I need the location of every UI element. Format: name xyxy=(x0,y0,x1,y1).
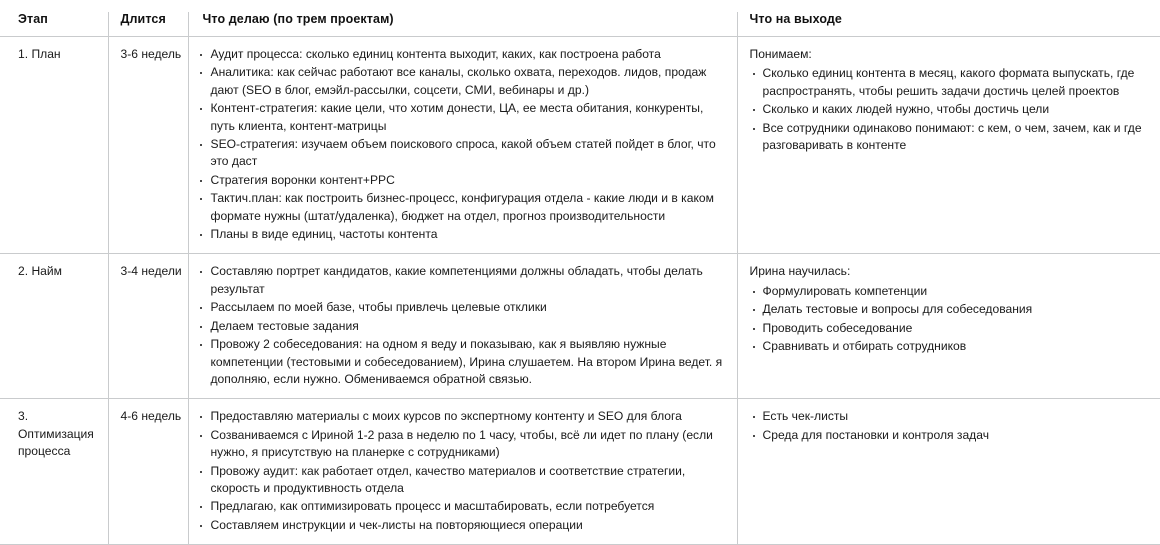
list-item: Провожу 2 собеседования: на одном я веду и показываю, как я выявляю нужные компетенции (тестовыми и собеседованием), Ирина слушаетем. На втором Ирина ведет. я дополняю, если нужно. Обмениваемся обратной связью. xyxy=(197,336,727,388)
list-item: Проводить собеседование xyxy=(750,320,1149,337)
list-item: Составляем инструкции и чек-листы на повторяющиеся операции xyxy=(197,517,727,534)
cell-duration: 3-6 недель xyxy=(108,37,188,254)
column-header-duration: Длится xyxy=(108,12,188,37)
column-header-outcome: Что на выходе xyxy=(737,12,1160,37)
column-header-stage: Этап xyxy=(0,12,108,37)
outcome-lead: Понимаем: xyxy=(749,47,812,61)
list-item: SEO-стратегия: изучаем объем поискового спроса, какой объем статей пойдет в блог, что это даст xyxy=(197,136,727,171)
cell-stage: 3. Оптимизация процесса xyxy=(0,399,108,545)
table-sheet xyxy=(0,12,1160,532)
list-item: Все сотрудники одинаково понимают: с кем, о чем, зачем, как и где разговаривать в контенте xyxy=(750,120,1149,155)
list-item: Сколько единиц контента в месяц, какого формата выпускать, где распространять, чтобы решить задачи достичь целей проектов xyxy=(750,65,1149,100)
list-item: Предоставляю материалы с моих курсов по экспертному контенту и SEO для блога xyxy=(197,408,727,425)
cell-stage: 2. Найм xyxy=(0,254,108,399)
table-body xyxy=(0,37,1160,545)
list-item: Контент-стратегия: какие цели, что хотим донести, ЦА, ее места обитания, конкуренты, путь клиента, контент-матрицы xyxy=(197,100,727,135)
list-item: Составляю портрет кандидатов, какие компетенциями должны обладать, чтобы делать результат xyxy=(197,263,727,298)
list-item: Созваниваемся с Ириной 1-2 раза в неделю по 1 часу, чтобы, всё ли идет по плану (если нужно, я присутствую на планерке с сотрудниками) xyxy=(197,427,727,462)
cell-outcome xyxy=(737,37,1160,254)
list-item: Стратегия воронки контент+PPC xyxy=(197,172,727,189)
outcome-lead: Ирина научилась: xyxy=(749,264,851,279)
list-item: Сравнивать и отбирать сотрудников xyxy=(750,338,1149,355)
table-row xyxy=(0,399,1160,545)
cell-outcome xyxy=(737,399,1160,545)
list-item: Аудит процесса: сколько единиц контента выходит, каких, как построена работа xyxy=(197,46,727,63)
list-item: Делать тестовые и вопросы для собеседования xyxy=(750,301,1149,318)
list-item: Планы в виде единиц, частоты контента xyxy=(197,226,727,243)
outcome-list xyxy=(750,408,1149,444)
list-item: Рассылаем по моей базе, чтобы привлечь целевые отклики xyxy=(197,299,727,316)
cell-stage: 1. План xyxy=(0,37,108,254)
list-item: Среда для постановки и контроля задач xyxy=(750,427,1149,444)
column-header-doing: Что делаю (по трем проектам) xyxy=(188,12,737,37)
stages-table xyxy=(0,12,1160,545)
doing-list xyxy=(197,408,727,534)
table-row xyxy=(0,37,1160,254)
list-item: Тактич.план: как построить бизнес-процесс, конфигурация отдела - какие люди и в каком формате нужны (штат/удаленка), бюджет на отдел, прогноз производительности xyxy=(197,190,727,225)
cell-doing xyxy=(188,254,737,399)
doing-list xyxy=(197,46,727,243)
list-item: Сколько и каких людей нужно, чтобы достичь цели xyxy=(750,101,1149,118)
list-item: Провожу аудит: как работает отдел, качество материалов и соответствие стратегии, скорость и продуктивность отдела xyxy=(197,463,727,498)
outcome-list xyxy=(750,283,1149,356)
cell-duration: 4-6 недель xyxy=(108,399,188,545)
list-item: Делаем тестовые задания xyxy=(197,318,727,335)
outcome-list xyxy=(750,65,1149,154)
table-header-row xyxy=(0,12,1160,37)
table-row xyxy=(0,254,1160,399)
table-header xyxy=(0,12,1160,37)
list-item: Предлагаю, как оптимизировать процесс и масштабировать, если потребуется xyxy=(197,498,727,515)
list-item: Есть чек-листы xyxy=(750,408,1149,425)
cell-doing xyxy=(188,399,737,545)
list-item: Формулировать компетенции xyxy=(750,283,1149,300)
list-item: Аналитика: как сейчас работают все каналы, сколько охвата, переходов. лидов, продаж дают (SEO в блог, емэйл-рассылки, соцсети, СМИ, вебинары и др.) xyxy=(197,64,727,99)
cell-outcome xyxy=(737,254,1160,399)
cell-duration: 3-4 недели xyxy=(108,254,188,399)
doing-list xyxy=(197,263,727,388)
cell-doing xyxy=(188,37,737,254)
